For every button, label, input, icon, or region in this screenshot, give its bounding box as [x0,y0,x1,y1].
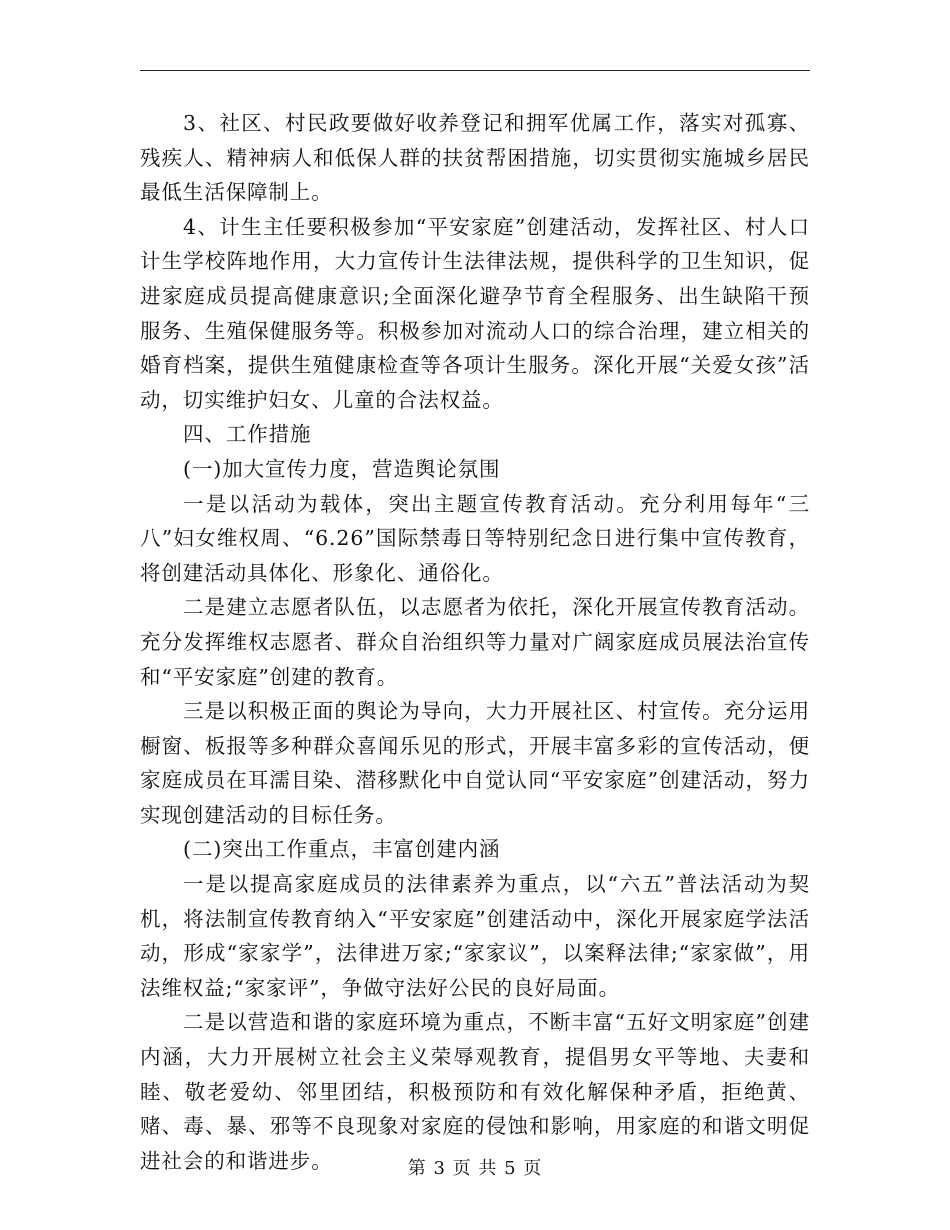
paragraph-measure-3: 三是以积极正面的舆论为导向，大力开展社区、村宣传。充分运用橱窗、板报等多种群众喜闻乐见的形式，开展丰富多彩的宣传活动，便家庭成员在耳濡目染、潜移默化中自觉认同“平安家庭”创建活动，努力实现创建活动的目标任务。 [140,699,810,827]
subsection-heading-focus: (二)突出工作重点，丰富创建内涵 [183,837,501,862]
paragraph-item-4: 4、计生主任要积极参加“平安家庭”创建活动，发挥社区、村人口计生学校阵地作用，大力宣传计生法律法规，提供科学的卫生知识，促进家庭成员提高健康意识;全面深化避孕节育全程服务、出生缺陷干预服务、生殖保健服务等。积极参加对流动人口的综合治理，建立相关的婚育档案，提供生殖健康检查等各项计生服务。深化开展“关爱女孩”活动，切实维护妇女、儿童的合法权益。 [140,214,810,412]
section-heading-measures: 四、工作措施 [183,422,312,447]
paragraph-measure-2: 二是建立志愿者队伍，以志愿者为依托，深化开展宣传教育活动。充分发挥维权志愿者、群众自治组织等力量对广阔家庭成员展法治宣传和“平安家庭”创建的教育。 [140,595,810,689]
page-number-footer: 第 3 页 共 5 页 [407,1158,543,1179]
header-rule [140,70,810,71]
paragraph-focus-1: 一是以提高家庭成员的法律素养为重点，以“六五”普法活动为契机，将法制宣传教育纳入“平安家庭”创建活动中，深化开展家庭学法活动，形成“家家学”，法律进万家;“家家议”，以案释法律;“家家做”，用法维权益;“家家评”，争做守法好公民的良好局面。 [140,872,810,1000]
subsection-heading-publicity: (一)加大宣传力度，营造舆论氛围 [183,456,501,481]
paragraph-item-3: 3、社区、村民政要做好收养登记和拥军优属工作，落实对孤寡、残疾人、精神病人和低保人群的扶贫帮困措施，切实贯彻实施城乡居民最低生活保障制上。 [140,111,810,205]
paragraph-measure-1: 一是以活动为载体，突出主题宣传教育活动。充分利用每年“三八”妇女维权周、“6.26”国际禁毒日等特别纪念日进行集中宣传教育，将创建活动具体化、形象化、通俗化。 [140,491,810,585]
document-body [140,106,810,1178]
paragraph-focus-2: 二是以营造和谐的家庭环境为重点，不断丰富“五好文明家庭”创建内涵，大力开展树立社会主义荣辱观教育，提倡男女平等地、夫妻和睦、敬老爱幼、邻里团结，积极预防和有效化解保种矛盾，拒绝黄、赌、毒、暴、邪等不良现象对家庭的侵蚀和影响，用家庭的和谐文明促进社会的和谐进步。 [140,1010,810,1173]
